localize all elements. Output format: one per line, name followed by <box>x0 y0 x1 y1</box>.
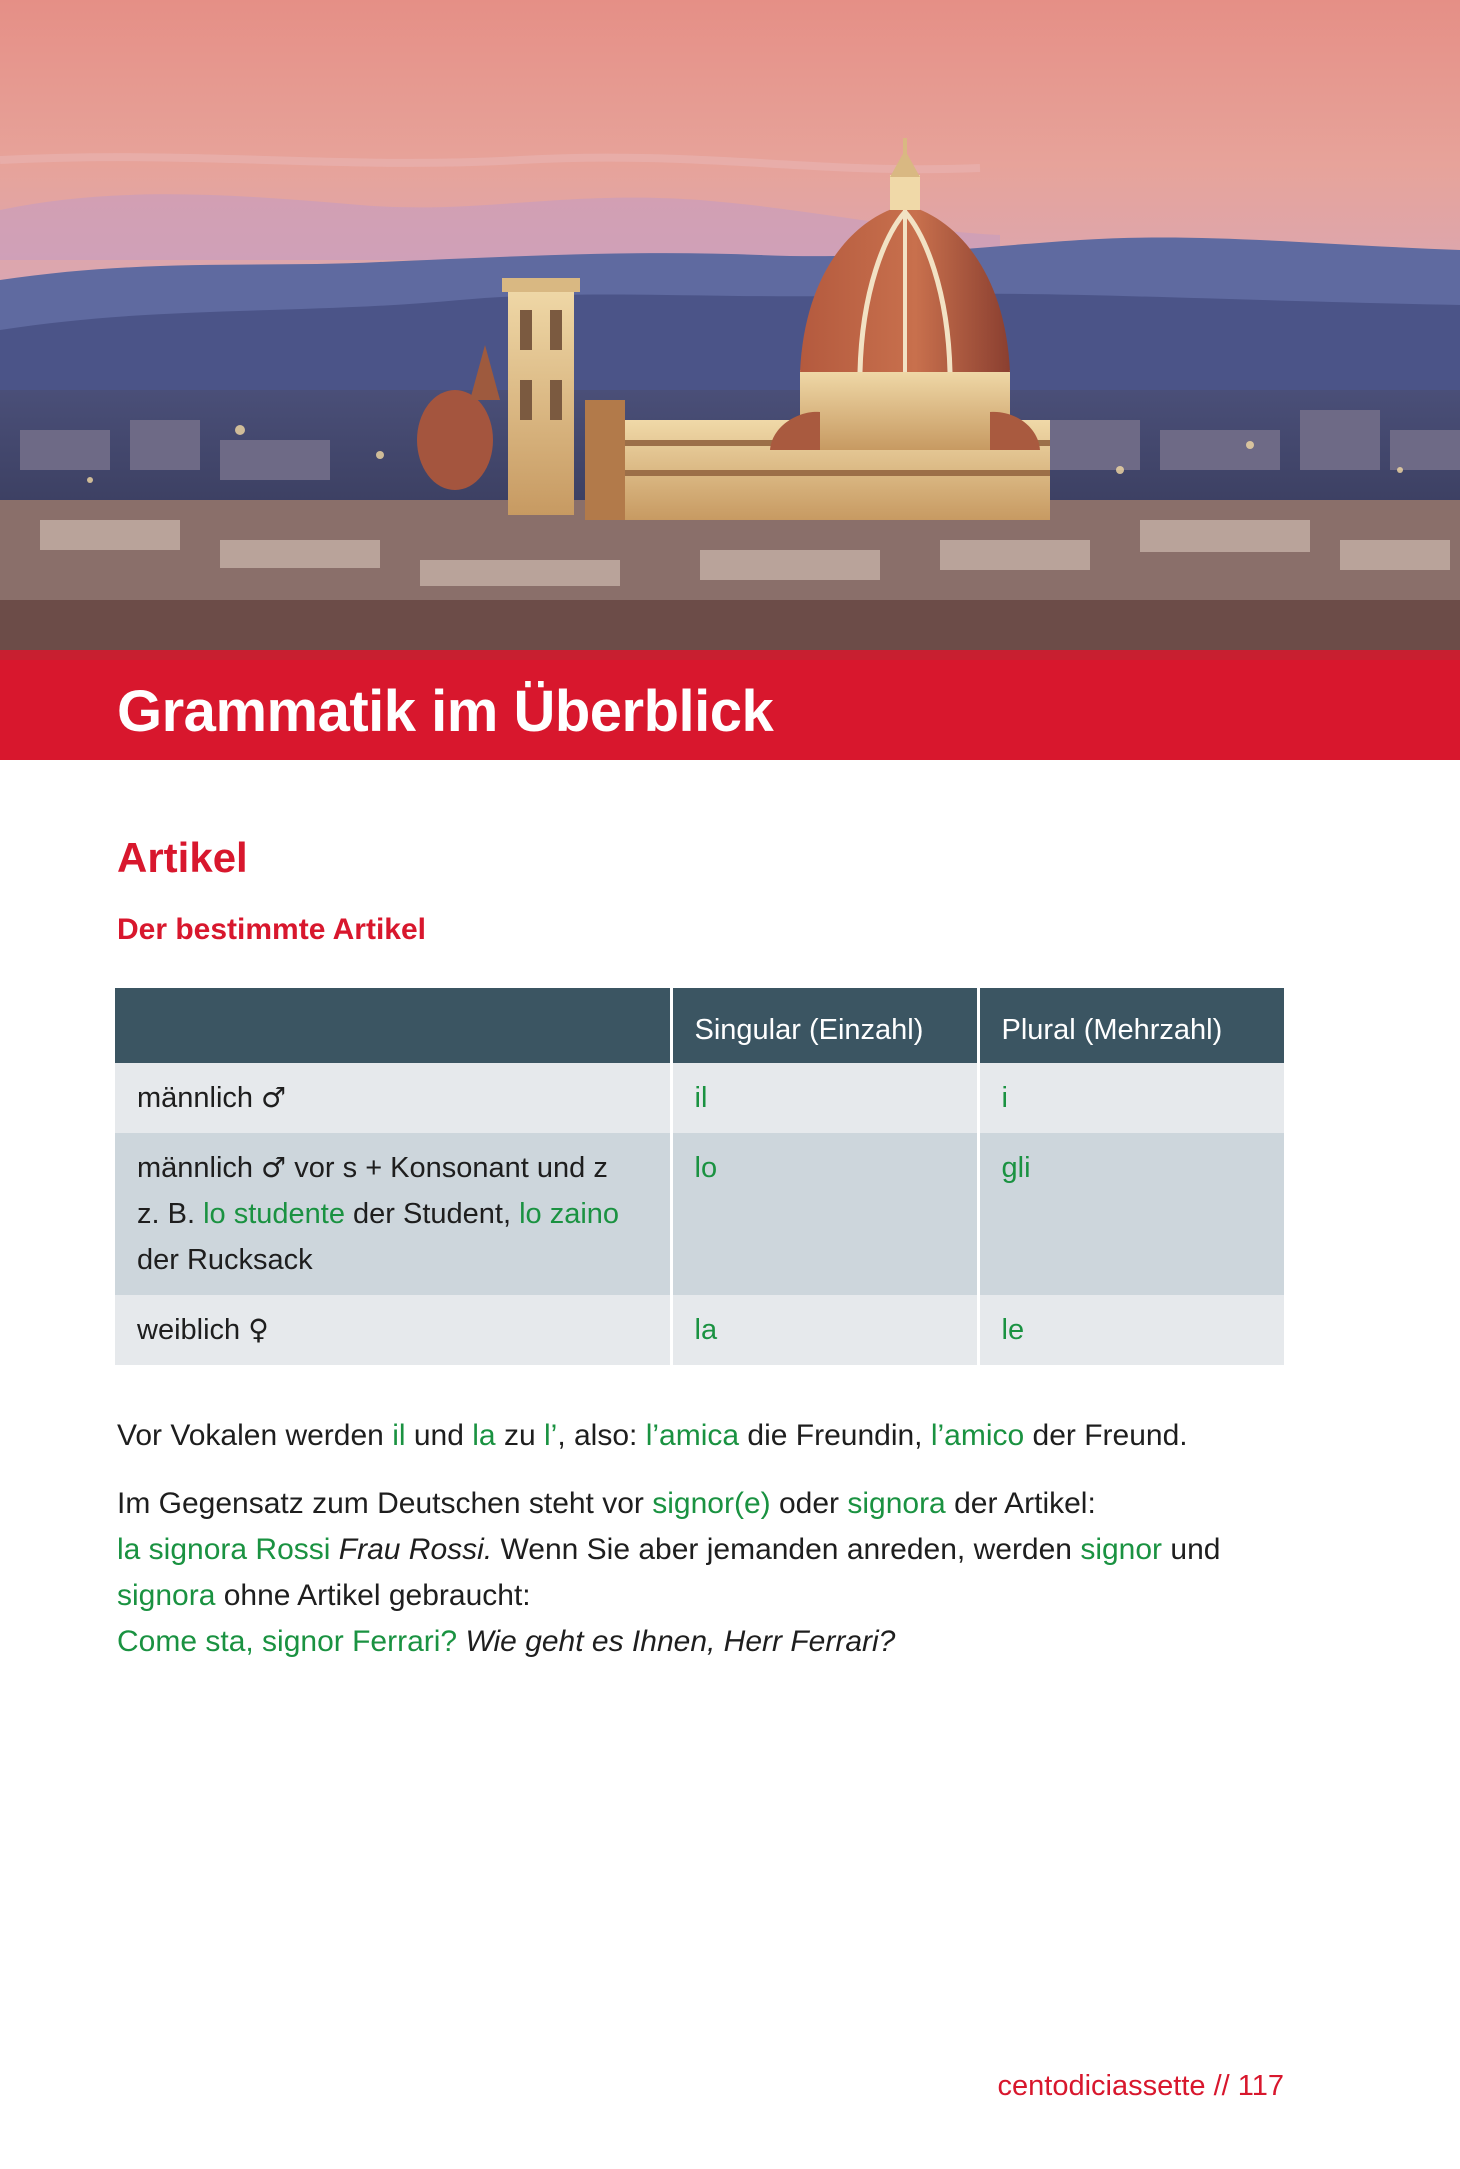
plural-article: i <box>978 1063 1284 1133</box>
page-number: 117 <box>1237 2070 1284 2102</box>
singular-article: la <box>671 1295 978 1365</box>
italian-example: lo studente <box>203 1198 345 1230</box>
plural-article: le <box>978 1295 1284 1365</box>
table-row <box>115 1133 1284 1295</box>
male-symbol-icon: ♂ <box>261 1081 287 1114</box>
page-number-word: centodiciassette <box>997 2070 1206 2102</box>
table-header-row <box>115 988 1284 1063</box>
row-label-cell <box>115 1295 671 1365</box>
vowel-elision-paragraph: Vor Vokalen werden il und la zu l’, also: l’amica die Freundin, l’amico der Freund. <box>117 1419 1188 1452</box>
german-translation: der Student, <box>344 1198 520 1230</box>
section-subtitle: Der bestimmte Artikel <box>117 913 426 946</box>
page-footer <box>998 2066 1284 2106</box>
table-header-singular: Singular (Einzahl) <box>671 988 978 1063</box>
male-symbol-icon: ♂ <box>261 1151 287 1184</box>
hero-image-florence-skyline <box>0 0 1460 660</box>
gender-label: männlich <box>137 1082 254 1114</box>
row-label-cell <box>115 1133 671 1295</box>
page-separator: // <box>1213 2070 1230 2102</box>
chapter-title: Grammatik im Überblick <box>117 679 774 744</box>
table-row <box>115 1063 1284 1133</box>
german-translation: der Rucksack <box>137 1244 313 1276</box>
table-header-plural: Plural (Mehrzahl) <box>978 988 1284 1063</box>
definite-article-table <box>115 988 1284 1365</box>
table-row <box>115 1295 1284 1365</box>
gender-label: weiblich <box>137 1314 241 1346</box>
rule-text: vor s + Konsonant und z <box>286 1152 608 1184</box>
section-title: Artikel <box>117 834 248 881</box>
italian-example: lo zaino <box>519 1198 620 1230</box>
plural-article: gli <box>978 1133 1284 1295</box>
singular-article: il <box>671 1063 978 1133</box>
example-prefix: z. B. <box>137 1198 204 1230</box>
female-symbol-icon: ♀ <box>248 1313 269 1346</box>
signore-article-paragraph: Im Gegensatz zum Deutschen steht vor signor(e) oder signora der Artikel: la signora Rossi Frau Rossi. Wenn Sie aber jemanden anreden, werden signor und signora ohne Artikel gebraucht: Come sta, signor Ferrari? Wie geht es Ihnen, Herr Ferrari? <box>117 1487 1221 1658</box>
table-header-empty <box>115 988 671 1063</box>
singular-article: lo <box>671 1133 978 1295</box>
gender-label: männlich <box>137 1152 254 1184</box>
row-label-cell <box>115 1063 671 1133</box>
